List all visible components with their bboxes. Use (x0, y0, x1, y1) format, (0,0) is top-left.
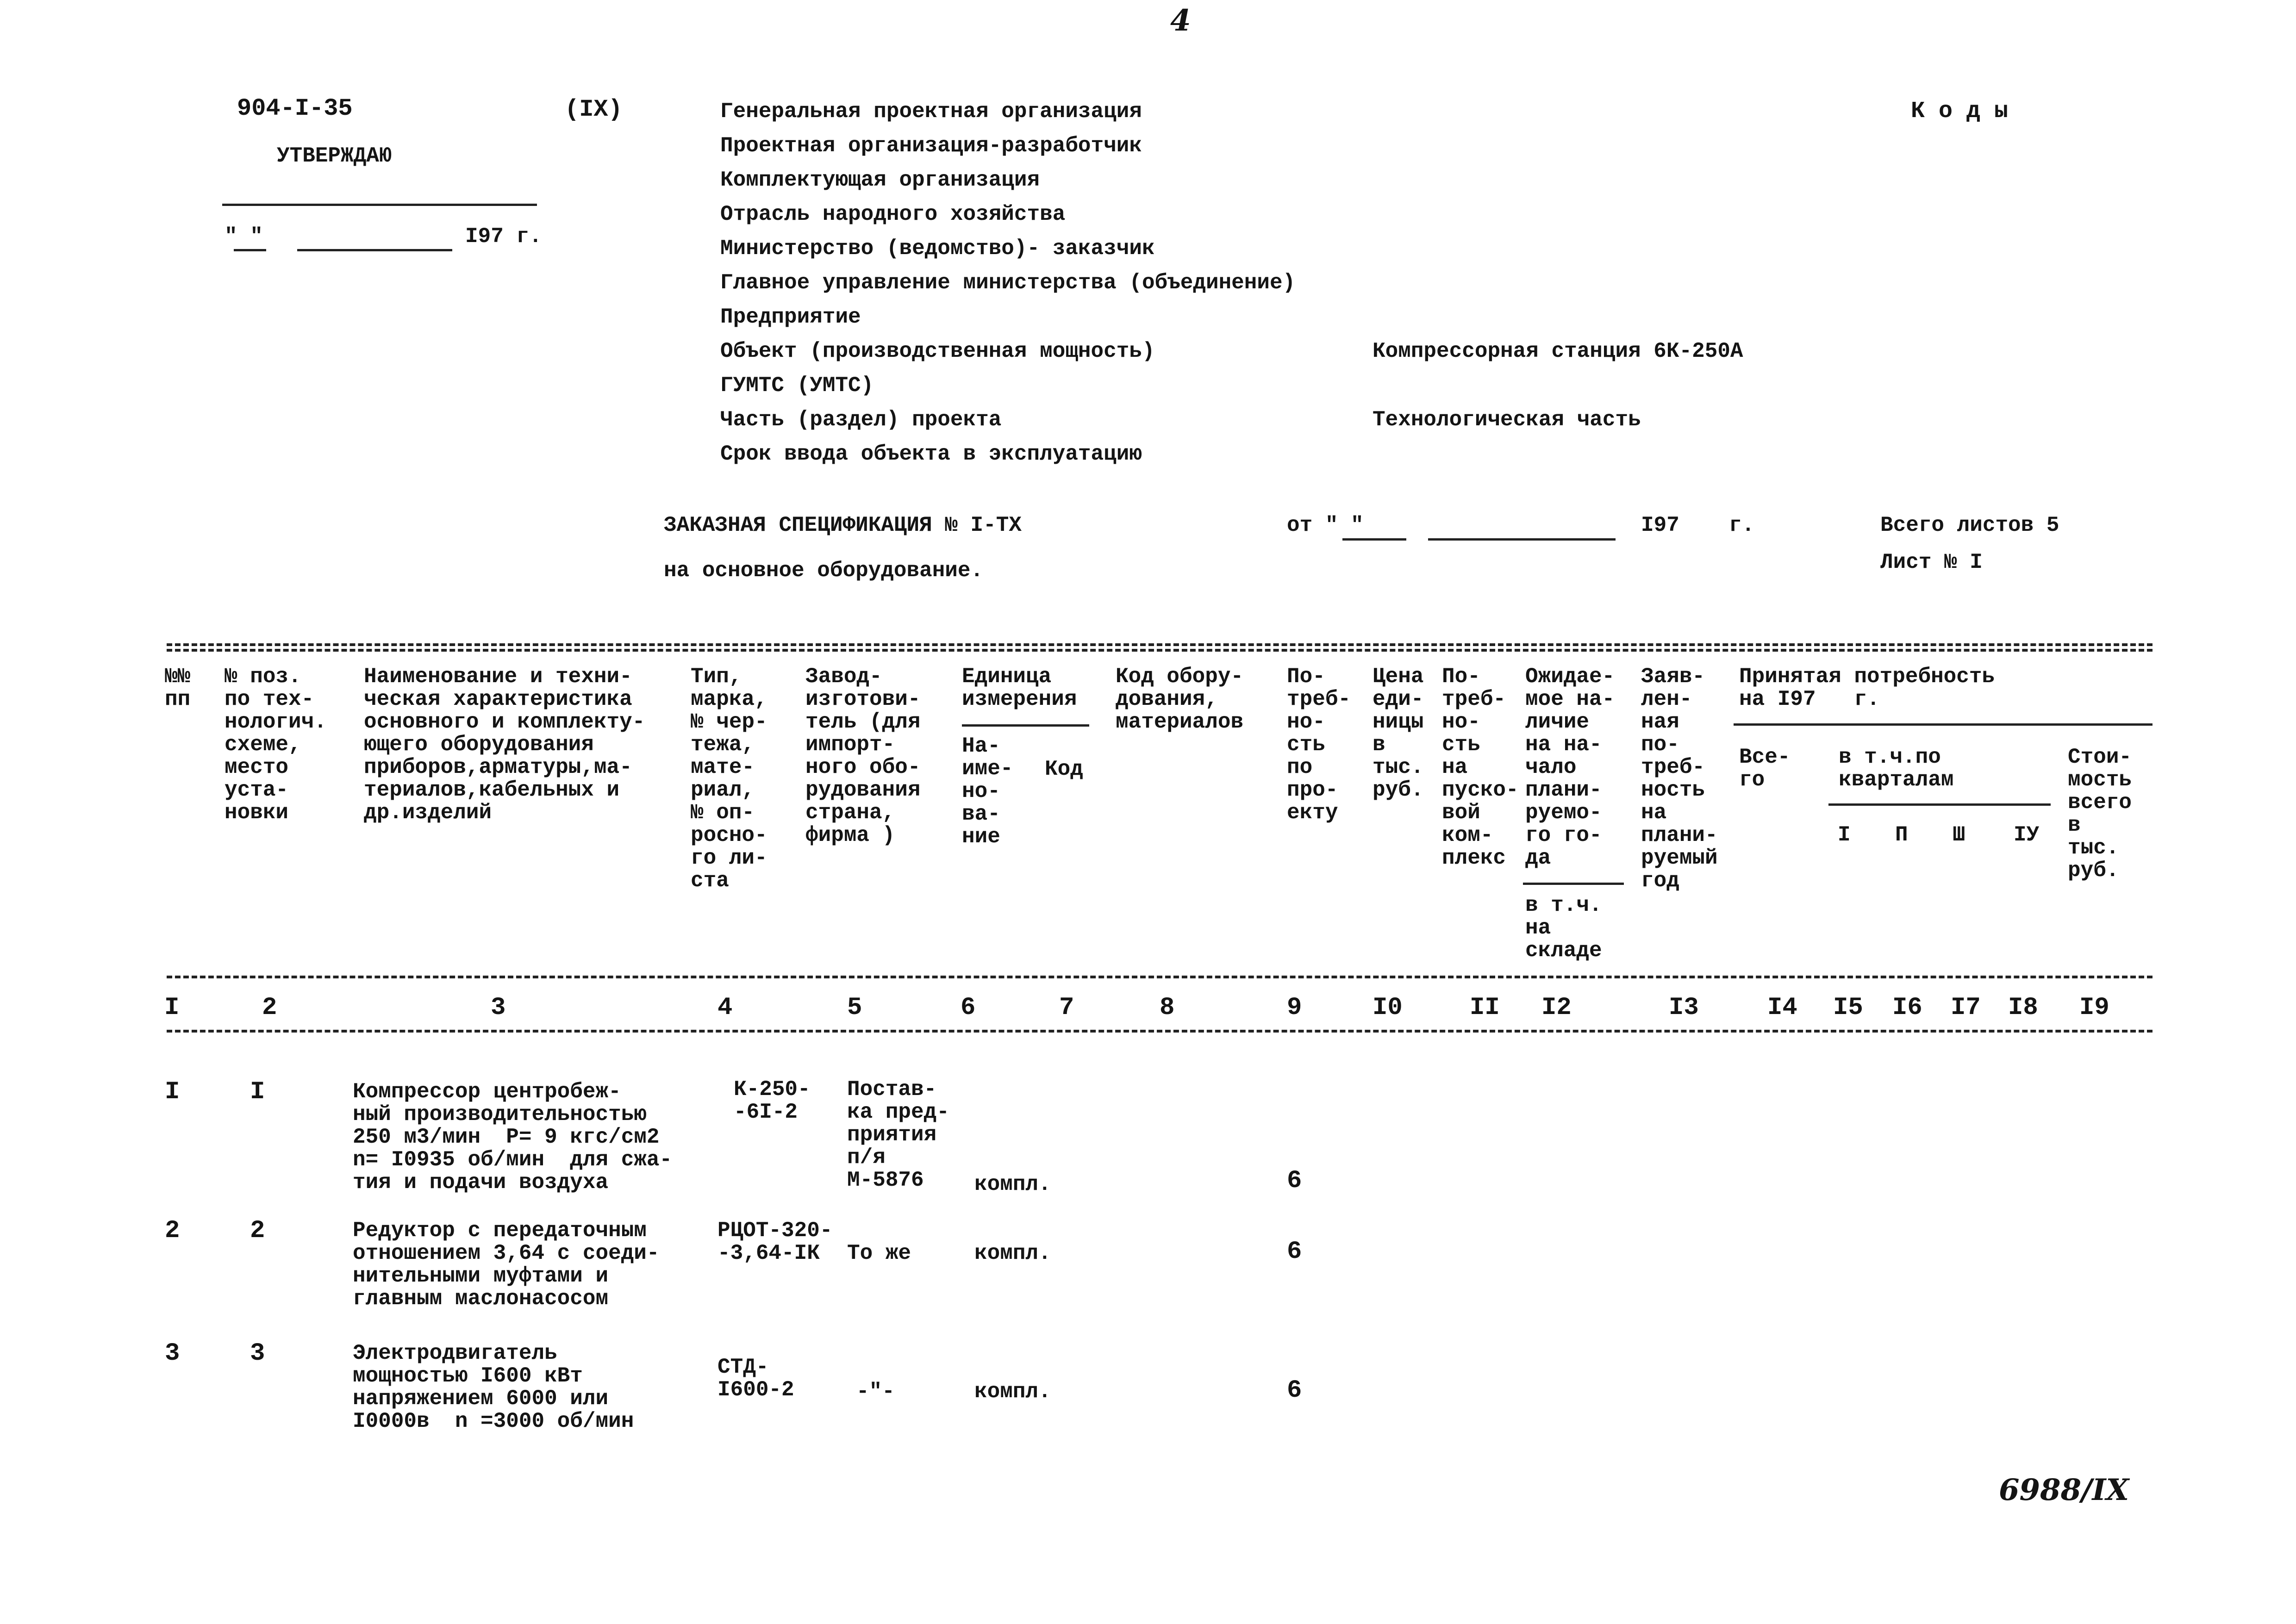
signature-line (222, 204, 537, 206)
field-ministry: Министерство (ведомство)- заказчик (720, 236, 1155, 261)
codes-heading: К о д ы (1911, 98, 2009, 124)
col-header-10: Цена еди- ницы в тыс. руб. (1373, 665, 1424, 802)
colnum-15: I5 (1833, 994, 1863, 1022)
document-code: 904-I-35 (237, 95, 353, 122)
colnum-19: I9 (2079, 994, 2109, 1022)
field-gumts: ГУМТС (УМТС) (720, 373, 874, 398)
quarters-header: в т.ч.по кварталам (1839, 745, 1954, 792)
colnum-12: I2 (1541, 994, 1572, 1022)
quarters-rule (1828, 803, 2051, 806)
col-header-6-7-group: Единица измерения (962, 665, 1077, 711)
row-manufacturer: То же (847, 1241, 911, 1265)
colnum-16: I6 (1892, 994, 1922, 1022)
row-name: Компрессор центробеж- ный производительностью 250 м3/мин Р= 9 кгс/см2 n= I0935 об/мин для сжа- тия и подачи воздуха (353, 1080, 673, 1195)
approval-date-quotes: " " (225, 224, 263, 249)
date-month-line (297, 249, 452, 251)
col-header-18: IУ (2014, 823, 2040, 847)
field-general-org: Генеральная проектная организация (720, 100, 1142, 124)
colnum-10: I0 (1373, 994, 1403, 1022)
column-number-rule (167, 1030, 2152, 1033)
colnum-1: I (164, 994, 180, 1022)
row-number: 3 (165, 1339, 180, 1368)
archive-number: 6988/IX (1999, 1473, 2129, 1507)
col-header-2: № поз. по тех- нологич. схеме, место уста- новки (225, 665, 327, 825)
field-main-department: Главное управление министерства (объединение) (720, 271, 1296, 295)
row-qty: 6 (1287, 1376, 1302, 1405)
col-header-9: По- треб- но- сть по про- екту (1287, 665, 1351, 825)
field-supply-org: Комплектующая организация (720, 168, 1040, 192)
accepted-need-header: Принятая потребность на I97 г. (1739, 665, 1995, 711)
row-unit: компл. (974, 1380, 1051, 1404)
warehouse-rule (1523, 883, 1624, 885)
sheet-number: Лист № I (1880, 550, 1983, 574)
spec-date-month-line (1428, 538, 1616, 541)
colnum-3: 3 (491, 994, 506, 1022)
row-number: I (165, 1078, 180, 1106)
field-design-org: Проектная организация-разработчик (720, 134, 1142, 158)
row-position: I (250, 1078, 265, 1106)
col-header-16: П (1895, 823, 1908, 847)
row-type: РЦОТ-320- -3,64-IК (718, 1219, 833, 1265)
row-name: Электродвигатель мощностью I600 кВт напряжением 6000 или I0000в n =3000 об/мин (353, 1341, 634, 1433)
colnum-5: 5 (847, 994, 862, 1022)
col-header-17: Ш (1953, 823, 1965, 847)
colnum-6: 6 (961, 994, 976, 1022)
row-position: 3 (250, 1339, 265, 1368)
colnum-13: I3 (1669, 994, 1699, 1022)
col-header-5: Завод- изготови- тель (для импорт- ного обо- рудования страна, фирма ) (805, 665, 921, 847)
row-type: К-250- -6I-2 (734, 1077, 811, 1124)
col-header-14: Все- го (1739, 745, 1791, 792)
spec-date-prefix: от " " (1287, 513, 1364, 537)
row-manufacturer: Постав- ка пред- приятия п/я М-5876 (847, 1077, 949, 1192)
col-header-3: Наименование и техни- ческая характеристика основного и комплекту- ющего оборудования приборов,арматуры,ма- териалов,кабельных и др.изделий (364, 665, 645, 825)
roman-part: (IX) (565, 96, 623, 123)
spec-date-g: г. (1729, 513, 1755, 537)
colnum-11: II (1470, 994, 1500, 1022)
row-qty: 6 (1287, 1238, 1302, 1266)
row-position: 2 (250, 1217, 265, 1245)
object-value: Компрессорная станция 6К-250А (1373, 339, 1743, 363)
col-header-19: Стои- мость всего в тыс. руб. (2068, 745, 2132, 883)
col-header-13: Заяв- лен- ная по- треб- ность на плани- руемый год (1641, 665, 1718, 893)
unit-rule (962, 724, 1089, 727)
col-header-8: Код обору- дования, материалов (1116, 665, 1244, 734)
row-name: Редуктор с передаточным отношением 3,64 с соеди- нительными муфтами и главным маслонасосом (353, 1219, 660, 1311)
row-number: 2 (165, 1217, 180, 1245)
colnum-2: 2 (262, 994, 277, 1022)
field-project-part: Часть (раздел) проекта (720, 408, 1002, 432)
approval-label: УТВЕРЖДАЮ (277, 144, 392, 168)
table-top-rule-2 (167, 649, 2152, 652)
date-day-line (234, 249, 266, 251)
col-header-6: На- име- но- ва- ние (962, 734, 1013, 849)
project-part-value: Технологическая часть (1373, 408, 1641, 432)
col-header-7: Код (1045, 757, 1083, 781)
field-object: Объект (производственная мощность) (720, 339, 1155, 363)
col-header-11: По- треб- но- сть на пуско- вой ком- плекс (1442, 665, 1519, 870)
spec-title: ЗАКАЗНАЯ СПЕЦИФИКАЦИЯ № I-ТХ (664, 513, 1022, 537)
spec-date-year: I97 (1641, 513, 1679, 537)
field-enterprise: Предприятие (720, 305, 861, 329)
field-commissioning-date: Срок ввода объекта в эксплуатацию (720, 442, 1142, 466)
col-header-15: I (1838, 823, 1851, 847)
colnum-9: 9 (1287, 994, 1302, 1022)
col-header-4: Тип, марка, № чер- тежа, мате- риал, № оп- росно- го ли- ста (691, 665, 767, 893)
page-number: 4 (1170, 3, 1191, 38)
approval-year: I97 г. (465, 224, 542, 249)
sheets-total: Всего листов 5 (1880, 513, 2059, 537)
accepted-need-rule (1734, 723, 2152, 726)
col-header-12-sub: в т.ч. на складе (1525, 893, 1602, 963)
row-qty: 6 (1287, 1167, 1302, 1195)
row-type: СТД- I600-2 (718, 1355, 794, 1402)
colnum-18: I8 (2008, 994, 2038, 1022)
colnum-8: 8 (1160, 994, 1175, 1022)
row-manufacturer: -"- (856, 1380, 895, 1404)
colnum-4: 4 (718, 994, 733, 1022)
row-unit: компл. (974, 1241, 1051, 1265)
header-bottom-rule (167, 976, 2152, 978)
col-header-1: №№ пп (165, 665, 191, 711)
col-header-12: Ожидае- мое на- личие на на- чало плани- руемо- го го- да (1525, 665, 1615, 870)
colnum-17: I7 (1951, 994, 1981, 1022)
colnum-14: I4 (1767, 994, 1797, 1022)
row-unit: компл. (974, 1172, 1051, 1196)
colnum-7: 7 (1059, 994, 1074, 1022)
field-industry: Отрасль народного хозяйства (720, 202, 1066, 226)
table-top-rule (167, 643, 2152, 646)
spec-date-day-line (1342, 538, 1406, 541)
spec-subtitle: на основное оборудование. (664, 559, 984, 583)
